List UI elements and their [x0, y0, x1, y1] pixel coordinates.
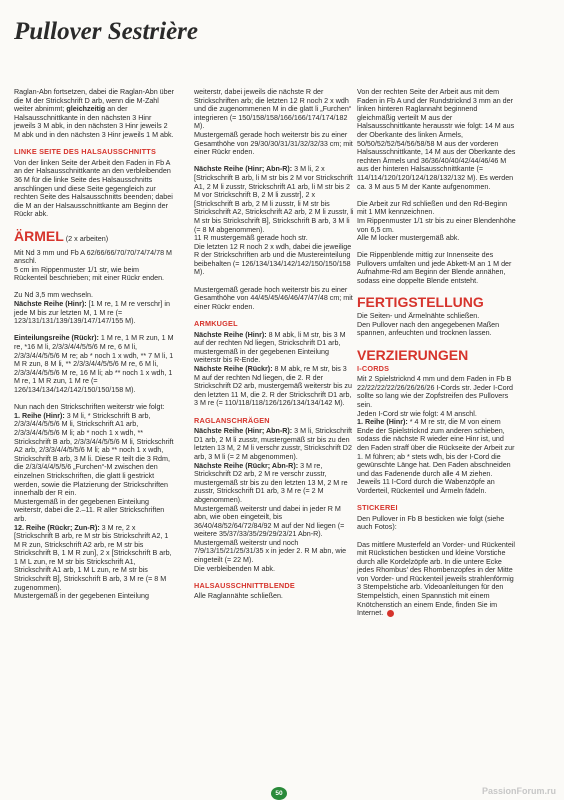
- heading-sleeve-cap: ARMKUGEL: [194, 319, 238, 329]
- paragraph: weiterstr, dabei jeweils die nächste R der Strickschriften arb; die letzten 12 R noch 2 x wdh und die zugenommenen M in die glatt li „Furchen“ integrieren (= 150/158/158/166/166/174/174/182 M).: [194, 88, 352, 131]
- paragraph: Im Rippenmuster 1/1 str bis zu einer Blendenhöhe von 6,5 cm.: [357, 216, 516, 234]
- paragraph: Alle M locker mustergemäß abk.: [357, 234, 460, 243]
- page-number: 50: [271, 787, 287, 800]
- paragraph: 1. Reihe (Hinr): 3 M li, * Strickschrift B arb, 2/3/3/4/4/5/5/6 M li, Strickschrift A1 arb, 2/3/3/4/4/5/5/6 M li; ab * noch 1 x wdh, ** Strickschrift B arb, 2/3/3/4/4/5/5/6 M li, Strickschrift A2 arb, 2/3/3/4/4/5/5/6 M li; ab ** noch 1 x wdh, Strickschrift B arb, 3 M li. Diese R teilt die 3 Rdm, die 2/3/3/4/4/5/5/6 „Furchen“-M zwischen den einzelnen Strickschriften, die glatt li gestrickt werden, sowie die Platzierung der Strickschriften innerhalb der R ein.: [14, 411, 174, 498]
- heading-i-cords: I-CORDS: [357, 363, 390, 373]
- paragraph: Von der linken Seite der Arbeit den Faden in Fb A an der Halsausschnittkante an den verbleibenden 36 M für die linke Seite des Halsausschnitts anschlingen und diese Seite gegengleich zur rechten Seite des Halsausschnitts beenden; dabei die M an der Halsausschnittkante am Beginn der Rückr abk.: [14, 158, 173, 219]
- paragraph: Nächste Reihe (Hinr): 8 M abk, li M str, bis 3 M auf der rechten Nd liegen, Strickschrift D1 arb, mustergemäß in der gegebenen Einteilung weiterstr bis R-Ende.: [194, 330, 346, 365]
- paragraph: Raglan-Abn fortsetzen, dabei die Raglan-Abn über die M der Strickschrift D arb, wenn die M-Zahl weiter abnimmt; gleichzeitig an der Halsausschnittkante in den nächsten 3 Hinr jeweils 3 M abk, in den nächsten 3 Hinr jeweils 2 M abk und in den nächsten 3 Hinr jeweils 1 M abk.: [14, 88, 174, 139]
- paragraph: Alle Raglannähte schließen.: [194, 592, 283, 601]
- paragraph: Das mittlere Musterfeld an Vorder- und Rückenteil mit Rückstichen besticken und kleine Vorstiche durch alle Kordelzöpfe arb. In die untere Ecke jedes Rhombus' des Rhombenzopfes in der Mitte von Vorder- und Rückenteil jeweils strahlenförmig 3 Stempelstiche arb. Videoanleitungen für den Stempelstich, einen Spannstich mit einem Knötchenstich an einem Ende, finden Sie im Internet.: [357, 540, 515, 618]
- paragraph: Nächste Reihe (Hinr; Abn-R): 3 M li, Strickschrift D1 arb, 2 M li zusstr, mustergemäß str bis zu den letzten 13 M, 2 M li verschr zusstr, Strickschrift D2 arb, 3 M li (= 2 M abgenommen).: [194, 427, 353, 461]
- paragraph: Nächste Reihe (Rückr): 8 M abk, re M str, bis 3 M auf der rechten Nd liegen, die 2. R der Strickschrift D2 arb, mustergemäß weiterstr bis zu den letzten 11 M, die 2. R der Strickschrift D1 arb, 3 M re (= 110/118/118/126/126/134/134/142 M).: [194, 365, 352, 408]
- paragraph: Nun nach den Strickschriften weiterstr wie folgt:: [14, 403, 165, 412]
- column-1: [14, 88, 174, 601]
- paragraph: Mustergemäß gerade hoch weiterstr bis zu einer Gesamthöhe von 29/30/30/31/31/32/32/33 cm; mit einer Rückr enden.: [194, 130, 353, 157]
- paragraph: Den Pullover nach den angegebenen Maßen spannen, anfeuchten und trocknen lassen.: [357, 320, 500, 338]
- heading-decorations: VERZIERUNGEN: [357, 346, 469, 363]
- paragraph: Mustergemäß gerade hoch weiterstr bis zu einer Gesamthöhe von 44/45/45/46/46/47/47/48 cm; mit einer Rückr enden.: [194, 285, 353, 311]
- paragraph: 5 cm im Rippenmuster 1/1 str, wie beim Rückenteil beschrieben; mit einer Rückr enden.: [14, 265, 165, 283]
- paragraph: Die verbleibenden M abk.: [194, 564, 275, 573]
- paragraph: Die Rippenblende mittig zur Innenseite des Pullovers umfalten und jede Abkett-M an 1 M der Aufnahme-Rd am Beginn der Blende annähen, sodass eine doppelte Blende entsteht.: [357, 251, 512, 286]
- heading-finishing: FERTIGSTELLUNG: [357, 294, 484, 311]
- paragraph: Den Pullover in Fb B besticken wie folgt (siehe auch Fotos):: [357, 514, 505, 532]
- heading-sleeves: ÄRMEL (2 x arbeiten): [14, 227, 109, 244]
- paragraph: 11 R mustergemäß gerade hoch str.: [194, 234, 308, 243]
- heading-left-neckline: LINKE SEITE DES HALSAUSSCHNITTS: [14, 147, 157, 157]
- heading-neck-band: HALSAUSSCHNITTBLENDE: [194, 580, 295, 590]
- paragraph: Mit Nd 3 mm und Fb A 62/66/66/70/70/74/74/78 M anschl.: [14, 248, 172, 266]
- heading-embroidery: STICKEREI: [357, 503, 398, 513]
- paragraph: Mit 2 Spielstricknd 4 mm und dem Faden in Fb B 22/22/22/22/26/26/26/26 I-Cords str. Jeder I-Cord sollte so lang wie der Zopfstreifen des Pullovers sein.: [357, 375, 513, 409]
- paragraph: Jeweils 11 I-Cord durch die Wabenzöpfe an Vorderteil, Rückenteil und Ärmeln fädeln.: [357, 478, 495, 495]
- column-3: [357, 88, 517, 626]
- paragraph: Die Seiten- und Ärmelnähte schließen.: [357, 312, 480, 321]
- page-title: Pullover Sestrière: [14, 18, 199, 45]
- paragraph: Von der rechten Seite der Arbeit aus mit dem Faden in Fb A und der Rundstricknd 3 mm an der linken hinteren Raglannaht beginnend gleichmäßig verteilt M aus der Halsausschnittkante herausstr wie folgt: 14 M aus der Oberkante des linken Ärmels, 50/50/52/52/54/56/58/58 M aus der vorderen Halsausschnittkante, 14 M aus der Oberkante des rechten Ärmels und 36/36/40/40/42/44/46/46 M aus der hinteren Halsausschnittkante (= 114/114/120/120/124/128/132/132 M). Es werden ca. 3 M aus 5 M der Kante aufgenommen.: [357, 88, 516, 191]
- paragraph: Mustergemäß weiterstr und dabei in jeder R M abn, wie oben eingeteilt, bis 36/40/48/52/64/72/84/92 M auf der Nd liegen (= weitere 35/37/33/35/29/29/23/21 Abn-R).: [194, 504, 345, 539]
- end-mark-icon: [387, 610, 394, 617]
- paragraph: Die Arbeit zur Rd schließen und den Rd-Beginn mit 1 MM kennzeichnen.: [357, 199, 508, 217]
- paragraph: Nächste Reihe (Rückr; Abn-R): 3 M re, Strickschrift D2 arb, 2 M re verschr zusstr, mustergemäß str bis zu den letzten 13 M, 2 M re zusstr, Strickschrift D1 arb, 3 M re (= 2 M abgenommen).: [194, 461, 348, 504]
- paragraph: Nächste Reihe (Hinr; Abn-R): 3 M li, 2 x [Strickschrift B arb, li M str bis 2 M vor Strickschrift A1, 2 M li zusstr, Strickschrift A1 arb, li M str bis 2 M vor Strickschrift B, 2 M li zusstr], 2 x [Strickschrift B arb, 2 M li zusstr, li M str bis Strickschrift A2, Strickschrift A2 arb, 2 M li zusstr, li M str bis Strickschrift B], Strickschrift B arb, 3 M li (= 8 M abgenommen).: [194, 165, 354, 234]
- column-2: [194, 88, 354, 610]
- watermark: PassionForum.ru: [481, 786, 556, 796]
- paragraph: Einteilungsreihe (Rückr): 1 M re, 1 M R zun, 1 M re, *16 M li, 2/3/3/4/4/5/5/6 M re, 6 M li, 2/3/3/4/4/5/5/6 M re; ab * noch 1 x wdh, ** 7 M li, 1 M R zun, 8 M li, ** 2/3/3/4/4/5/5/6 M re, 6 M li, 2/3/3/4/4/5/5/6 M re, 16 M li; ab ** noch 1 x wdh, 1 M re, 1 M R zun, 1 M re (= 126/134/134/142/142/150/150/158 M).: [14, 334, 174, 394]
- paragraph: Mustergemäß weiterstr und noch 7/9/13/15/21/25/31/35 x in jeder 2. R M abn, wie eingeteilt (= 22 M).: [194, 538, 347, 565]
- paragraph: 12. Reihe (Rückr; Zun-R): 3 M re, 2 x [Strickschrift B arb, re M str bis Strickschrift A2, 1 M R zun, Strickschrift A2 arb, re M str bis Strickschrift B, 1 M R zun], 2 x [Strickschrift B arb, 1 M L zun, re M str bis Strickschrift A1, Strickschrift A1 arb, 1 M L zun, re M str bis Strickschrift B], Strickschrift B arb, 3 M re (= 8 M zugenommen).: [14, 523, 172, 592]
- paragraph: Die letzten 12 R noch 2 x wdh, dabei die jeweilige R der Strickschriften arb und die Mustereinteilung beibehalten (= 126/134/134/142/142/150/150/158 M).: [194, 242, 352, 277]
- paragraph: Mustergemäß in der gegebenen Einteilung: [14, 592, 149, 601]
- paragraph: 1. Reihe (Hinr): * 4 M re str, die M von einem Ende der Spielstricknd zum anderen schieben, sodass die nächste R wieder eine Hinr ist, und den Faden straff über die Rückseite der Arbeit zur 1. M führen; ab * stets wdh, bis der I-Cord die gewünschte Länge hat. Den Faden abschneiden und das Fadenende durch alle 4 M ziehen.: [357, 418, 515, 478]
- paragraph: Zu Nd 3,5 mm wechseln.: [14, 291, 93, 300]
- heading-raglan: RAGLANSCHRÄGEN: [194, 415, 270, 425]
- paragraph: Jeden I-Cord str wie folgt: 4 M anschl.: [357, 409, 477, 418]
- paragraph: Mustergemäß in der gegebenen Einteilung weiterstr, dabei die 2.–11. R aller Strickschriften arb.: [14, 497, 165, 523]
- paragraph: Nächste Reihe (Hinr): [1 M re, 1 M re verschr] in jede M bis zur letzten M, 1 M re (= 123/131/131/139/139/147/147/155 M).: [14, 300, 170, 326]
